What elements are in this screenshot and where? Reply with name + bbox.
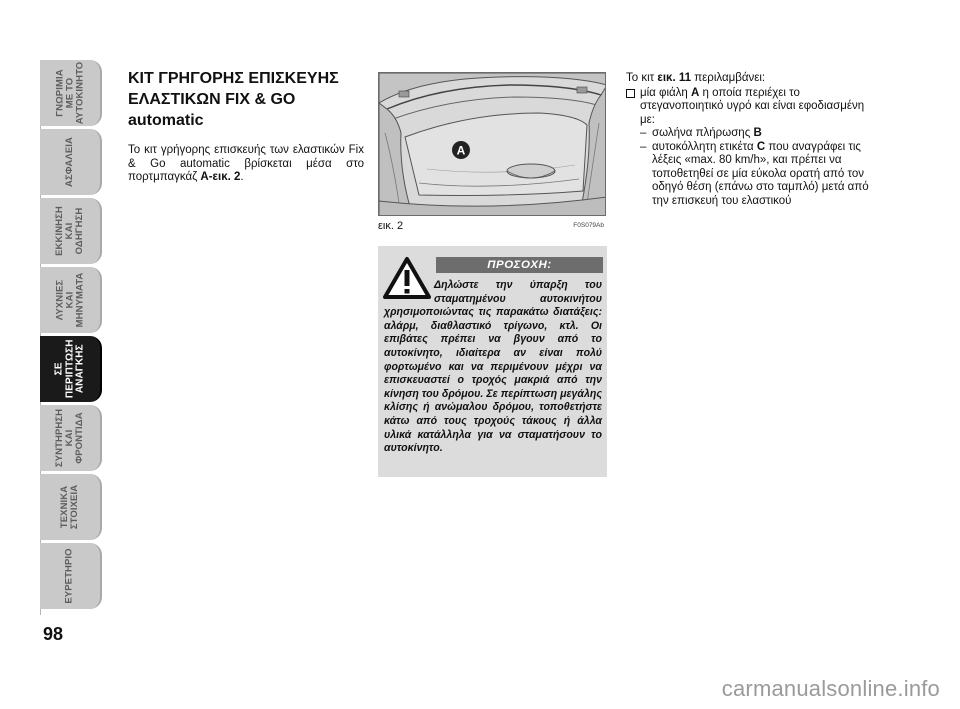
intro-end: . (240, 171, 244, 183)
trunk-illustration (379, 73, 606, 216)
tab-warning-lights[interactable] (40, 267, 102, 333)
tab-maintenance[interactable] (40, 405, 102, 471)
intro-paragraph (128, 144, 364, 185)
figure-caption (378, 220, 606, 234)
tab-label: ΣΥΝΤΗΡΗΣΗ ΚΑΙ ΦΡΟΝΤΙΔΑ (53, 408, 85, 468)
intro-text: Το κιτ γρήγορης επισκευής των ελαστικών Fix & Go automatic βρίσκεται μέσα στο πορτμπαγκάζ (128, 144, 364, 183)
contents-intro-end: περιλαμβάνει: (691, 72, 766, 84)
section-title: ΚΙΤ ΓΡΗΓΟΡΗΣ ΕΠΙΣΚΕΥΗΣ ΕΛΑΣΤΙΚΩΝ FIX & GO automatic (128, 70, 339, 129)
contents-figure-ref: εικ. 11 (657, 72, 692, 84)
dash2-ref: C (756, 140, 766, 153)
tab-label: ΕΚΚΙΝΗΣΗ ΚΑΙ ΟΔΗΓΗΣΗ (54, 206, 85, 256)
warning-header: ΠΡΟΣΟΧΗ: (436, 257, 603, 273)
tab-label: ΓΝΩΡΙΜΙΑ ΜΕ ΤΟ ΑΥΤΟΚΙΝΗΤΟ (54, 61, 86, 125)
trunk-figure (378, 72, 606, 216)
bullet-start: μία φιάλη (640, 86, 692, 99)
tab-safety[interactable] (40, 129, 102, 195)
dash-mark: – (640, 127, 647, 139)
warning-text: Δηλώστε την ύπαρξη του σταματημένου αυτοκινήτου χρησιμοποιώντας τις παρακάτω διατάξεις: αλάρμ, διαθλαστικό τρίγωνο, κτλ. Οι επιβάτες πρέπει να βγουν από το αυτοκίνητο, ιδιαίτερα αν είναι πολύ φορτωμένο και να περιμένουν μέχρι να επισκευαστεί ο τροχός μακριά από την κίνηση του δρόμου. Σε περίπτωση μεγάλης κλίσης ή ανώμαλου δρόμου, τοποθετήστε κάτω από τους τροχούς τάκους ή άλλα υλικά κατάλληλα για να σταματήσουν το αυτοκίνητο. (384, 279, 602, 455)
warning-box (378, 246, 607, 477)
figure-label: εικ. 2 (378, 220, 404, 232)
intro-figure-ref: A-εικ. 2 (200, 171, 241, 183)
dash-mark: – (640, 140, 647, 153)
contents-intro (626, 72, 870, 86)
figure-marker-a: A (456, 143, 466, 158)
tab-emergency[interactable] (40, 336, 102, 402)
contents-dash-item (626, 141, 870, 209)
tab-label: ΣΕ ΠΕΡΙΠΤΩΣΗ ΑΝΑΓΚΗΣ (53, 339, 86, 399)
page-number: 98 (43, 624, 64, 644)
tab-label: ΕΥΡΕΤΗΡΙΟ (64, 548, 75, 604)
figure-code: F0S079Ab (573, 222, 604, 229)
contents-dash-item (626, 127, 870, 141)
dash1-start: σωλήνα πλήρωσης (652, 127, 754, 139)
warning-body (384, 279, 602, 456)
watermark: carmanualsonline.info (721, 676, 940, 701)
dash1-ref: B (753, 127, 762, 139)
contents-intro-start: Το κιτ (626, 72, 658, 84)
tab-index[interactable] (40, 543, 102, 609)
dash2-start: αυτοκόλλητη ετικέτα (652, 140, 757, 153)
tab-label: ΤΕΧΝΙΚΑ ΣΤΟΙΧΕΙΑ (59, 484, 80, 530)
bullet-ref: A (691, 86, 700, 99)
kit-contents (626, 72, 870, 208)
dash2-end: που αναγράφει τις λέξεις «max. 80 km/h», και πρέπει να τοποθετηθεί σε μία εύκολα ορατή από τον οδηγό θέση (επάνω στο ταμπλό) μετά από την επισκευή του ελαστικού (652, 140, 869, 207)
tab-label: ΛΥΧΝΙΕΣ ΚΑΙ ΜΗΝΥΜΑΤΑ (54, 272, 85, 328)
checkbox-bullet-icon (626, 89, 635, 98)
tab-starting-driving[interactable] (40, 198, 102, 264)
tab-technical-data[interactable] (40, 474, 102, 540)
contents-bullet (626, 87, 870, 128)
tab-label: ΑΣΦΑΛΕΙΑ (64, 137, 75, 187)
tab-getting-to-know[interactable] (40, 60, 102, 126)
bullet-end: η οποία περιέχει το στεγανοποιητικό υγρό και είναι εφοδιασμένη με: (640, 86, 865, 126)
